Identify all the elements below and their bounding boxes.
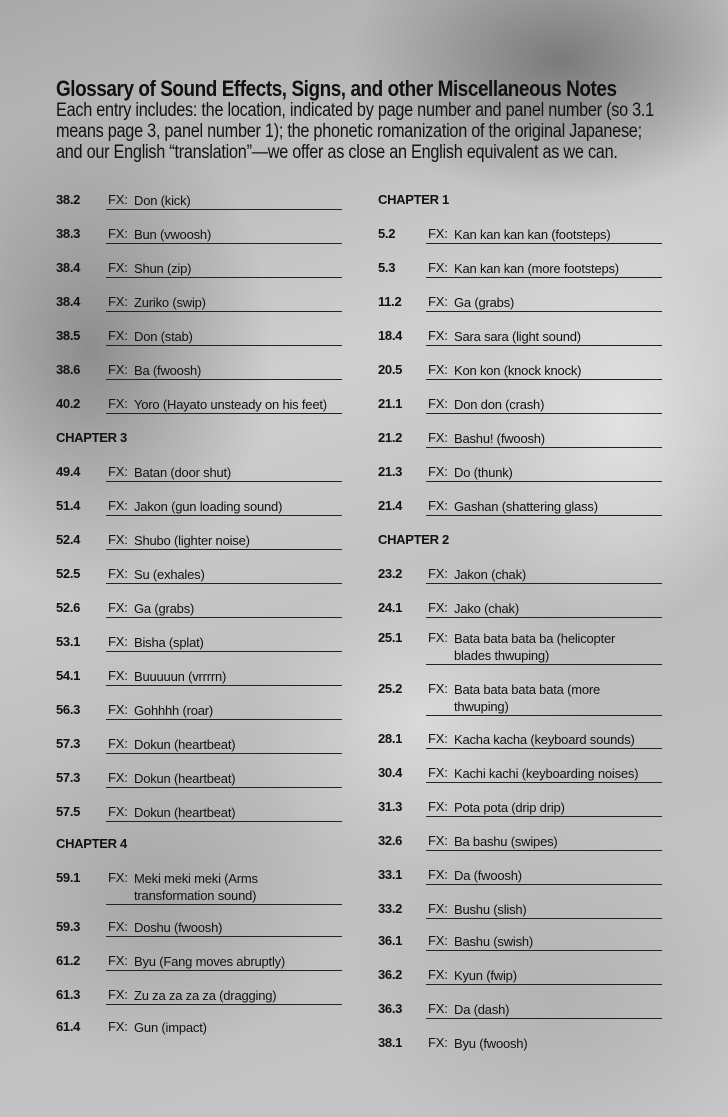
fx-label: FX: [108, 260, 128, 275]
entry-translation: Don don (crash) [454, 397, 545, 412]
entry-location: 5.2 [378, 226, 396, 241]
entry-underline [106, 970, 342, 971]
fx-label: FX: [428, 933, 448, 948]
entry-location: 38.6 [56, 362, 81, 377]
fx-label: FX: [428, 681, 448, 696]
fx-label: FX: [428, 600, 448, 615]
fx-label: FX: [428, 630, 448, 645]
fx-label: FX: [108, 396, 128, 411]
fx-label: FX: [428, 294, 448, 309]
entry-location: 38.4 [56, 294, 81, 309]
entry-location: 36.2 [378, 967, 403, 982]
entry-underline [426, 379, 662, 380]
entry-underline [426, 715, 662, 716]
entry-location: 49.4 [56, 464, 81, 479]
fx-label: FX: [428, 867, 448, 882]
entry-underline [426, 617, 662, 618]
fx-label: FX: [428, 765, 448, 780]
fx-label: FX: [428, 226, 448, 241]
entry-location: 38.4 [56, 260, 81, 275]
entry-translation: Da (fwoosh) [454, 868, 522, 883]
entry-location: 21.1 [378, 396, 403, 411]
entry-underline [106, 719, 342, 720]
entry-location: 57.3 [56, 770, 81, 785]
fx-label: FX: [108, 464, 128, 479]
entry-location: 59.1 [56, 870, 81, 885]
entry-location: 21.3 [378, 464, 403, 479]
fx-label: FX: [108, 736, 128, 751]
entry-underline [106, 515, 342, 516]
entry-translation: Gashan (shattering glass) [454, 499, 598, 514]
fx-label: FX: [108, 498, 128, 513]
entry-underline [106, 753, 342, 754]
fx-label: FX: [108, 770, 128, 785]
fx-label: FX: [428, 1001, 448, 1016]
entry-underline [426, 664, 662, 665]
entry-translation: Dokun (heartbeat) [134, 805, 236, 820]
entry-translation: Kon kon (knock knock) [454, 363, 582, 378]
entry-location: 38.3 [56, 226, 81, 241]
fx-label: FX: [108, 919, 128, 934]
entry-underline [426, 782, 662, 783]
chapter-3-heading: CHAPTER 3 [56, 430, 127, 445]
entry-translation: Kyun (fwip) [454, 968, 517, 983]
entry-underline [426, 748, 662, 749]
chapter-4-heading: CHAPTER 4 [56, 836, 127, 851]
entry-translation: Sara sara (light sound) [454, 329, 581, 344]
fx-label: FX: [108, 566, 128, 581]
entry-underline [426, 850, 662, 851]
entry-underline [426, 515, 662, 516]
entry-underline [426, 413, 662, 414]
entry-translation: Bata bata bata ba (helicopter blades thwuping) [454, 631, 616, 663]
entry-underline [426, 583, 662, 584]
entry-location: 61.3 [56, 987, 81, 1002]
entry-underline [106, 583, 342, 584]
entry-translation: Bun (vwoosh) [134, 227, 212, 242]
entry-location: 11.2 [378, 294, 402, 309]
entry-underline [426, 1018, 662, 1019]
entry-translation: Jakon (chak) [454, 567, 527, 582]
fx-label: FX: [108, 702, 128, 717]
entry-location: 32.6 [378, 833, 403, 848]
entry-underline [106, 904, 342, 905]
entry-underline [106, 345, 342, 346]
entry-location: 5.3 [378, 260, 396, 275]
entry-underline [426, 311, 662, 312]
entry-location: 20.5 [378, 362, 403, 377]
fx-label: FX: [108, 294, 128, 309]
entry-translation: Su (exhales) [134, 567, 205, 582]
entry-underline [106, 481, 342, 482]
entry-underline [426, 345, 662, 346]
entry-location: 54.1 [56, 668, 81, 683]
fx-label: FX: [108, 532, 128, 547]
fx-label: FX: [108, 328, 128, 343]
fx-label: FX: [108, 870, 128, 885]
entry-location: 61.4 [56, 1019, 81, 1034]
entry-translation: Jako (chak) [454, 601, 519, 616]
fx-label: FX: [108, 226, 128, 241]
fx-label: FX: [108, 804, 128, 819]
entry-translation: Bata bata bata bata (more thwuping) [454, 682, 601, 714]
entry-translation: Batan (door shut) [134, 465, 232, 480]
entry-translation: Shubo (lighter noise) [134, 533, 250, 548]
entry-underline [106, 311, 342, 312]
entry-underline [106, 685, 342, 686]
fx-label: FX: [428, 731, 448, 746]
entry-translation: Yoro (Hayato unsteady on his feet) [134, 397, 327, 412]
fx-label: FX: [108, 600, 128, 615]
entry-location: 40.2 [56, 396, 81, 411]
fx-label: FX: [428, 430, 448, 445]
entry-translation: Gun (impact) [134, 1020, 207, 1035]
entry-underline [106, 1004, 342, 1005]
entry-location: 24.1 [378, 600, 403, 615]
entry-translation: Kan kan kan (more footsteps) [454, 261, 619, 276]
entry-underline [426, 277, 662, 278]
intro-paragraph: Each entry includes: the location, indicated by page number and panel number (so 3.1 means page 3, panel number 1); the phonetic romanization of the original Japanese; and our English “translation”—we offer as close an English equivalent as we can. [56, 100, 654, 163]
entry-underline [426, 447, 662, 448]
entry-underline [106, 209, 342, 210]
entry-underline [106, 787, 342, 788]
fx-label: FX: [108, 1019, 128, 1034]
entry-location: 53.1 [56, 634, 81, 649]
fx-label: FX: [428, 498, 448, 513]
entry-translation: Zu za za za za (dragging) [134, 988, 277, 1003]
entry-translation: Da (dash) [454, 1002, 510, 1017]
entry-location: 52.6 [56, 600, 81, 615]
entry-underline [106, 243, 342, 244]
fx-label: FX: [428, 1035, 448, 1050]
entry-underline [426, 950, 662, 951]
entry-translation: Bisha (splat) [134, 635, 204, 650]
entry-location: 25.1 [378, 630, 403, 645]
entry-underline [426, 984, 662, 985]
entry-underline [426, 884, 662, 885]
fx-label: FX: [428, 967, 448, 982]
entry-translation: Dokun (heartbeat) [134, 737, 236, 752]
entry-underline [106, 413, 342, 414]
fx-label: FX: [428, 464, 448, 479]
entry-underline [106, 936, 342, 937]
entry-location: 57.3 [56, 736, 81, 751]
entry-underline [106, 821, 342, 822]
entry-translation: Bushu (slish) [454, 902, 527, 917]
fx-label: FX: [428, 901, 448, 916]
fx-label: FX: [428, 328, 448, 343]
entry-location: 38.1 [378, 1035, 403, 1050]
fx-label: FX: [428, 566, 448, 581]
fx-label: FX: [108, 668, 128, 683]
entry-location: 28.1 [378, 731, 403, 746]
fx-label: FX: [428, 396, 448, 411]
entry-underline [106, 379, 342, 380]
fx-label: FX: [108, 634, 128, 649]
entry-location: 51.4 [56, 498, 81, 513]
entry-location: 18.4 [378, 328, 403, 343]
entry-translation: Dokun (heartbeat) [134, 771, 236, 786]
chapter-1-heading: CHAPTER 1 [378, 192, 449, 207]
fx-label: FX: [428, 833, 448, 848]
entry-underline [426, 243, 662, 244]
entry-location: 31.3 [378, 799, 403, 814]
page-title: Glossary of Sound Effects, Signs, and other Miscellaneous Notes [56, 76, 617, 101]
entry-location: 38.5 [56, 328, 81, 343]
entry-underline [426, 816, 662, 817]
entry-location: 59.3 [56, 919, 81, 934]
entry-translation: Don (kick) [134, 193, 191, 208]
entry-underline [426, 918, 662, 919]
entry-location: 33.1 [378, 867, 403, 882]
entry-translation: Byu (fwoosh) [454, 1036, 528, 1051]
entry-translation: Ba bashu (swipes) [454, 834, 558, 849]
entry-translation: Jakon (gun loading sound) [134, 499, 283, 514]
entry-translation: Pota pota (drip drip) [454, 800, 565, 815]
entry-location: 38.2 [56, 192, 81, 207]
entry-underline [426, 481, 662, 482]
entry-underline [106, 651, 342, 652]
entry-location: 61.2 [56, 953, 81, 968]
entry-translation: Kacha kacha (keyboard sounds) [454, 732, 635, 747]
entry-translation: Don (stab) [134, 329, 193, 344]
fx-label: FX: [428, 362, 448, 377]
entry-translation: Ga (grabs) [134, 601, 195, 616]
fx-label: FX: [108, 192, 128, 207]
entry-translation: Shun (zip) [134, 261, 192, 276]
entry-translation: Meki meki meki (Arms transformation sound) [134, 871, 258, 903]
entry-location: 57.5 [56, 804, 81, 819]
entry-location: 30.4 [378, 765, 403, 780]
entry-location: 52.5 [56, 566, 81, 581]
entry-location: 21.2 [378, 430, 403, 445]
entry-translation: Do (thunk) [454, 465, 513, 480]
entry-location: 23.2 [378, 566, 403, 581]
fx-label: FX: [108, 362, 128, 377]
entry-underline [106, 549, 342, 550]
entry-translation: Buuuuun (vrrrrn) [134, 669, 227, 684]
entry-translation: Ba (fwoosh) [134, 363, 202, 378]
fx-label: FX: [108, 953, 128, 968]
entry-translation: Bashu! (fwoosh) [454, 431, 545, 446]
entry-location: 36.1 [378, 933, 403, 948]
entry-translation: Ga (grabs) [454, 295, 515, 310]
fx-label: FX: [428, 799, 448, 814]
entry-location: 33.2 [378, 901, 403, 916]
entry-location: 56.3 [56, 702, 81, 717]
entry-translation: Gohhhh (roar) [134, 703, 214, 718]
entry-translation: Kachi kachi (keyboarding noises) [454, 766, 639, 781]
entry-location: 21.4 [378, 498, 403, 513]
entry-location: 36.3 [378, 1001, 403, 1016]
entry-location: 52.4 [56, 532, 81, 547]
fx-label: FX: [428, 260, 448, 275]
entry-underline [106, 277, 342, 278]
entry-location: 25.2 [378, 681, 403, 696]
entry-translation: Doshu (fwoosh) [134, 920, 223, 935]
fx-label: FX: [108, 987, 128, 1002]
chapter-2-heading: CHAPTER 2 [378, 532, 449, 547]
entry-translation: Byu (Fang moves abruptly) [134, 954, 286, 969]
entry-translation: Bashu (swish) [454, 934, 534, 949]
entry-translation: Zuriko (swip) [134, 295, 206, 310]
entry-underline [106, 617, 342, 618]
entry-translation: Kan kan kan kan (footsteps) [454, 227, 611, 242]
